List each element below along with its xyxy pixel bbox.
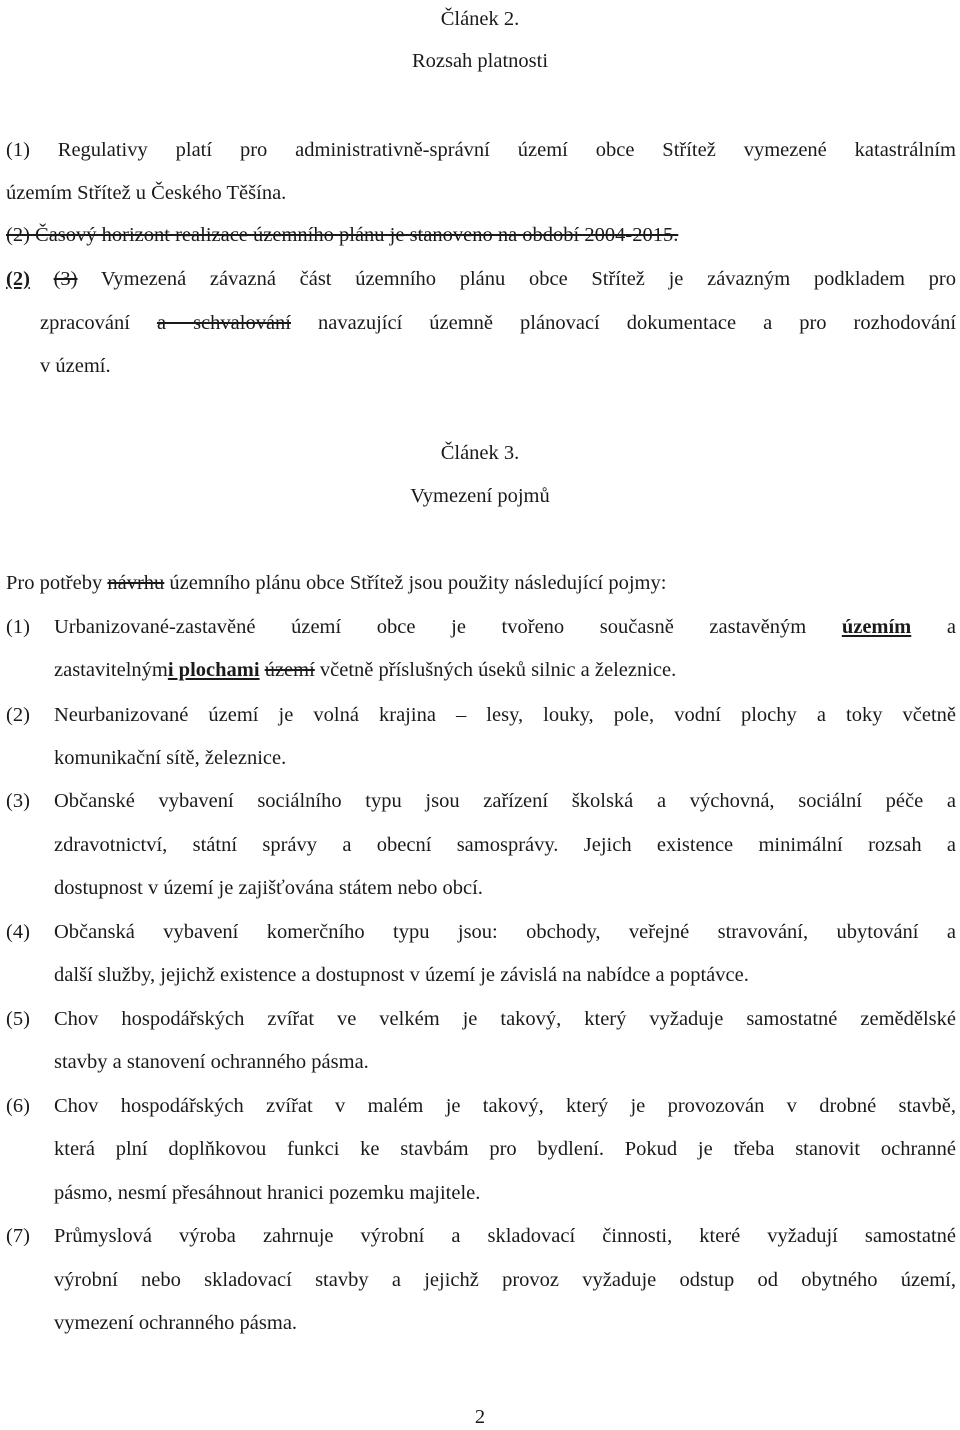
item-5-number: (5)	[6, 1008, 30, 1030]
item-5-line2: stavby a stanovení ochranného pásma.	[54, 1051, 369, 1073]
item-3-number: (3)	[6, 790, 30, 812]
item-2-number: (2)	[6, 704, 30, 726]
item-4-number: (4)	[6, 921, 30, 943]
item-1-line2a: zastavitelným	[54, 659, 168, 681]
item-2-line2: komunikační sítě, železnice.	[54, 747, 287, 769]
article-2-p3-line3: v území.	[40, 355, 111, 377]
article-3-heading: Článek 3.	[440, 442, 520, 464]
p3-text2-deleted: a schvalování	[156, 312, 291, 334]
item-1-number: (1)	[6, 616, 30, 638]
article-2-heading: Článek 2.	[440, 8, 520, 30]
item-1-line1a: Urbanizované-zastavěné území obce je tvořeno současně zastavěným	[54, 616, 807, 638]
intro-text-b: územního plánu obce Střítež jsou použity následující pojmy:	[169, 572, 667, 594]
p3-text1: Vymezená závazná část územního plánu obce Střítež je závazným podkladem pro	[100, 268, 956, 290]
article-2-p3-line1	[6, 266, 956, 292]
article-3-title: Vymezení pojmů	[410, 485, 550, 507]
item-2-line1: Neurbanizované území je volná krajina – lesy, louky, pole, vodní plochy a toky včetně	[54, 704, 956, 726]
article-2-p1-line1: (1) Regulativy platí pro administrativně-správní území obce Střítež vymezené katastrálním	[6, 139, 956, 161]
item-1-line2-inserted: i plochami	[167, 659, 260, 681]
article-3-intro	[6, 570, 666, 596]
item-1-line2	[54, 657, 676, 683]
item-5-line1: Chov hospodářských zvířat ve velkém je takový, který vyžaduje samostatné zemědělské	[54, 1008, 956, 1030]
p3-new-number: (2)	[6, 268, 30, 290]
item-3-line1: Občanské vybavení sociálního typu jsou zařízení školská a výchovná, sociální péče a	[54, 790, 956, 812]
item-6-number: (6)	[6, 1095, 30, 1117]
article-2-title: Rozsah platnosti	[411, 50, 549, 72]
item-4-line2: další služby, jejichž existence a dostupnost v území je závislá na nabídce a poptávce.	[54, 964, 749, 986]
p3-old-number: (3)	[53, 268, 78, 290]
item-3-line2: zdravotnictví, státní správy a obecní samosprávy. Jejich existence minimální rozsah a	[54, 834, 956, 856]
item-6-line2: která plní doplňkovou funkci ke stavbám pro bydlení. Pokud je třeba stanovit ochranné	[54, 1138, 956, 1160]
item-4-line1: Občanská vybavení komerčního typu jsou: obchody, veřejné stravování, ubytování a	[54, 921, 956, 943]
p3-text2a: zpracování	[40, 312, 130, 334]
item-7-line1: Průmyslová výroba zahrnuje výrobní a skladovací činnosti, které vyžadují samostatné	[54, 1225, 956, 1247]
item-1-line2b: včetně příslušných úseků silnic a železnice.	[319, 659, 677, 681]
article-2-p2-deleted: (2) Časový horizont realizace územního plánu je stanoveno na období 2004-2015.	[6, 224, 679, 246]
item-1-line1	[54, 614, 956, 640]
item-7-number: (7)	[6, 1225, 30, 1247]
intro-text-a: Pro potřeby	[6, 572, 103, 594]
item-1-line2-deleted: území	[264, 659, 315, 681]
article-2-p3-line2	[40, 310, 956, 336]
item-7-line3: vymezení ochranného pásma.	[54, 1312, 298, 1334]
item-7-line2: výrobní nebo skladovací stavby a jejichž provoz vyžaduje odstup od obytného území,	[54, 1269, 956, 1291]
item-6-line3: pásmo, nesmí přesáhnout hranici pozemku majitele.	[54, 1182, 481, 1204]
item-6-line1: Chov hospodářských zvířat v malém je takový, který je provozován v drobné stavbě,	[54, 1095, 956, 1117]
item-1-line1b: a	[946, 616, 956, 638]
p3-text2b: navazující územně plánovací dokumentace a pro rozhodování	[318, 312, 957, 334]
page-number: 2	[474, 1406, 486, 1428]
article-2-p1-line2: územím Střítež u Českého Těšína.	[6, 182, 287, 204]
item-1-inserted: územím	[841, 616, 912, 638]
intro-deleted: návrhu	[107, 572, 165, 594]
item-3-line3: dostupnost v území je zajišťována státem nebo obcí.	[54, 877, 483, 899]
